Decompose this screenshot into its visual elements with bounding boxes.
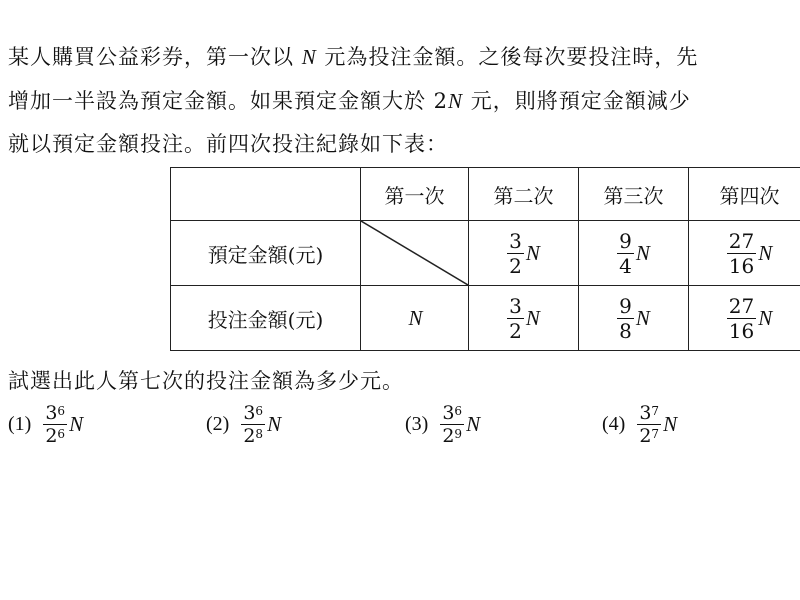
option-label: (4) xyxy=(602,413,626,435)
text: 元，則將預定金額減少 xyxy=(463,89,691,113)
problem-line-3: 就以預定金額投注。前四次投注紀錄如下表： xyxy=(8,132,448,156)
header-cell: 第四次 xyxy=(689,168,800,221)
corner-cell xyxy=(171,168,361,221)
header-cell: 第三次 xyxy=(579,168,689,221)
exponent: 7 xyxy=(651,404,660,418)
text: 元為投注金額。之後每次要投注時，先 xyxy=(316,45,699,69)
numerator: 3 xyxy=(509,228,522,253)
base: 3 xyxy=(243,402,256,424)
option-4[interactable] xyxy=(602,402,677,447)
exponent: 7 xyxy=(651,427,660,441)
bet-cell xyxy=(361,286,469,351)
problem-line-1 xyxy=(8,42,698,72)
exponent: 6 xyxy=(454,404,463,418)
numerator: 9 xyxy=(619,293,632,318)
planned-cell xyxy=(469,221,579,286)
fraction xyxy=(507,294,524,343)
denominator: 2 xyxy=(509,318,522,343)
fraction xyxy=(617,229,634,278)
numerator: 9 xyxy=(619,228,632,253)
base: 2 xyxy=(243,425,256,447)
variable-n: N xyxy=(663,412,678,436)
numerator: 3 xyxy=(509,293,522,318)
variable-n: N xyxy=(758,240,773,265)
numerator xyxy=(440,402,464,425)
variable-n: N xyxy=(408,306,423,330)
row-label: 預定金額(元) xyxy=(171,221,361,286)
variable-n: N xyxy=(758,305,773,330)
variable-n: N xyxy=(267,412,282,436)
base: 2 xyxy=(45,425,58,447)
fraction xyxy=(440,402,464,447)
denominator xyxy=(241,425,265,447)
fraction xyxy=(727,229,756,278)
fraction xyxy=(241,402,265,447)
option-3[interactable] xyxy=(405,402,480,447)
planned-cell xyxy=(689,221,800,286)
numerator xyxy=(637,402,661,425)
exponent: 8 xyxy=(255,427,264,441)
table-header-row xyxy=(171,168,800,221)
diagonal-line xyxy=(361,221,468,285)
denominator: 2 xyxy=(509,253,522,278)
denominator: 16 xyxy=(728,253,755,278)
variable-n: N xyxy=(525,305,540,330)
variable-n: N xyxy=(69,412,84,436)
variable-n: N xyxy=(525,240,540,265)
variable-n: N xyxy=(635,305,650,330)
variable-n: N xyxy=(466,412,481,436)
exponent: 6 xyxy=(57,427,66,441)
numerator: 27 xyxy=(728,293,755,318)
base: 3 xyxy=(639,402,652,424)
row-label: 投注金額(元) xyxy=(171,286,361,351)
table-row xyxy=(171,286,800,351)
fraction xyxy=(617,294,634,343)
option-2[interactable] xyxy=(206,402,281,447)
fraction xyxy=(43,402,67,447)
table-row xyxy=(171,221,800,286)
diagonal-cell xyxy=(361,221,469,286)
denominator xyxy=(637,425,661,447)
question-text: 試選出此人第七次的投注金額為多少元。 xyxy=(8,369,404,393)
planned-cell xyxy=(579,221,689,286)
bet-cell xyxy=(469,286,579,351)
option-1[interactable] xyxy=(8,402,83,447)
text: 增加一半設為預定金額。如果預定金額大於 2 xyxy=(8,89,449,113)
denominator xyxy=(440,425,464,447)
option-label: (2) xyxy=(206,413,230,435)
denominator: 16 xyxy=(728,318,755,343)
denominator: 4 xyxy=(619,253,632,278)
numerator xyxy=(241,402,265,425)
variable-n: N xyxy=(635,240,650,265)
base: 3 xyxy=(45,402,58,424)
base: 2 xyxy=(442,425,455,447)
exponent: 6 xyxy=(57,404,66,418)
exponent: 9 xyxy=(454,427,463,441)
bet-cell xyxy=(579,286,689,351)
numerator: 27 xyxy=(728,228,755,253)
problem-line-2 xyxy=(8,86,691,116)
denominator xyxy=(43,425,67,447)
base: 3 xyxy=(442,402,455,424)
betting-record-table xyxy=(170,167,800,351)
variable-n: N xyxy=(448,89,464,113)
fraction xyxy=(727,294,756,343)
bet-cell xyxy=(689,286,800,351)
option-label: (3) xyxy=(405,413,429,435)
text: 某人購買公益彩券，第一次以 xyxy=(8,45,302,69)
option-label: (1) xyxy=(8,413,32,435)
denominator: 8 xyxy=(619,318,632,343)
header-cell: 第一次 xyxy=(361,168,469,221)
exponent: 6 xyxy=(255,404,264,418)
numerator xyxy=(43,402,67,425)
fraction xyxy=(507,229,524,278)
variable-n: N xyxy=(301,45,317,69)
base: 2 xyxy=(639,425,652,447)
fraction xyxy=(637,402,661,447)
header-cell: 第二次 xyxy=(469,168,579,221)
